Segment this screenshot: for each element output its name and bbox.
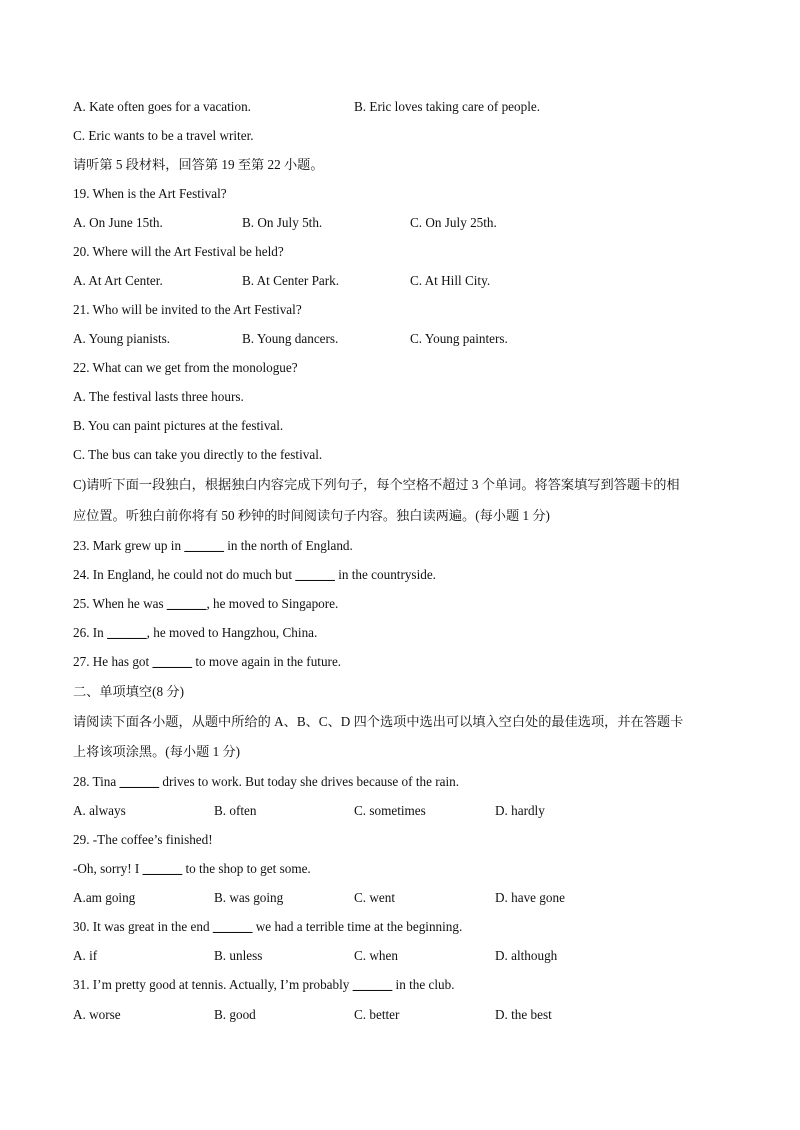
- q28-stem: [73, 774, 459, 790]
- q28-blank: ______: [119, 774, 160, 789]
- q30-option-a: A. if: [73, 948, 98, 963]
- q23-text-after: in the north of England.: [223, 538, 353, 553]
- q23-text-before: 23. Mark grew up in: [73, 538, 185, 553]
- q20-option-b: B. At Center Park.: [242, 273, 340, 288]
- q26-blank: ______: [107, 625, 147, 640]
- q25-text-before: 25. When he was: [73, 596, 167, 611]
- q28-text-before: 28. Tina: [73, 774, 120, 789]
- q28-option-c: C. sometimes: [354, 803, 426, 818]
- q30-text-after: we had a terrible time at the beginning.: [252, 919, 463, 934]
- q30-option-b: B. unless: [214, 948, 263, 963]
- fill-question-25: [73, 596, 338, 612]
- q27-blank: ______: [152, 654, 193, 669]
- q19-stem: 19. When is the Art Festival?: [73, 186, 227, 201]
- q31-option-d: D. the best: [495, 1007, 552, 1022]
- section2-instruction-line2: 上将该项涂黑。(每小题 1 分): [73, 744, 241, 759]
- q31-text-after: in the club.: [392, 977, 455, 992]
- q28-option-d: D. hardly: [495, 803, 545, 818]
- q23-blank: ______: [184, 538, 224, 553]
- q30-option-c: C. when: [354, 948, 398, 963]
- q31-text-before: 31. I’m pretty good at tennis. Actually, I’m probably: [73, 977, 353, 992]
- q30-option-d: D. although: [495, 948, 558, 963]
- q29-option-a: A.am going: [73, 890, 136, 905]
- q25-text-after: , he moved to Singapore.: [206, 596, 339, 611]
- q19-option-c: C. On July 25th.: [410, 215, 497, 230]
- q18-option-b: B. Eric loves taking care of people.: [354, 99, 541, 114]
- q29-stem: [73, 861, 311, 877]
- q27-text-before: 27. He has got: [73, 654, 153, 669]
- partc-instruction-line2: 应位置。听独白前你将有 50 秒钟的时间阅读句子内容。独白读两遍。(每小题 1 分): [73, 508, 550, 523]
- q30-stem: [73, 919, 462, 935]
- q26-text-after: , he moved to Hangzhou, China.: [146, 625, 318, 640]
- q29-blank: ______: [142, 861, 183, 876]
- q30-text-before: 30. It was great in the end: [73, 919, 213, 934]
- q31-option-a: A. worse: [73, 1007, 121, 1022]
- q20-stem: 20. Where will the Art Festival be held?: [73, 244, 284, 259]
- q20-option-a: A. At Art Center.: [73, 273, 163, 288]
- q31-option-c: C. better: [354, 1007, 400, 1022]
- fill-question-26: [73, 625, 317, 641]
- q31-option-b: B. good: [214, 1007, 256, 1022]
- q28-option-b: B. often: [214, 803, 257, 818]
- fill-question-24: [73, 567, 436, 583]
- q21-option-a: A. Young pianists.: [73, 331, 171, 346]
- q18-option-c: C. Eric wants to be a travel writer.: [73, 128, 254, 143]
- q19-option-b: B. On July 5th.: [242, 215, 323, 230]
- q31-blank: ______: [352, 977, 393, 992]
- q24-text-after: in the countryside.: [334, 567, 436, 582]
- q29-option-c: C. went: [354, 890, 396, 905]
- q31-stem: [73, 977, 455, 993]
- q28-text-after: drives to work. But today she drives because of the rain.: [159, 774, 460, 789]
- q24-text-before: 24. In England, he could not do much but: [73, 567, 296, 582]
- q22-stem: 22. What can we get from the monologue?: [73, 360, 298, 375]
- partc-instruction-line1: C)请听下面一段独白，根据独白内容完成下列句子，每个空格不超过 3 个单词。将答案填写到答题卡的相: [73, 477, 680, 492]
- section2-instruction-line1: 请阅读下面各小题，从题中所给的 A、B、C、D 四个选项中选出可以填入空白处的最佳选项，并在答题卡: [73, 714, 684, 729]
- q22-option-c: C. The bus can take you directly to the festival.: [73, 447, 323, 462]
- section5-instruction: 请听第 5 段材料，回答第 19 至第 22 小题。: [73, 157, 324, 172]
- fill-question-27: [73, 654, 341, 670]
- q20-option-c: C. At Hill City.: [410, 273, 491, 288]
- q29-text-before: -Oh, sorry! I: [73, 861, 143, 876]
- q26-text-before: 26. In: [73, 625, 108, 640]
- q19-option-a: A. On June 15th.: [73, 215, 163, 230]
- q25-blank: ______: [166, 596, 207, 611]
- q27-text-after: to move again in the future.: [192, 654, 342, 669]
- q21-stem: 21. Who will be invited to the Art Festival?: [73, 302, 302, 317]
- q30-blank: ______: [212, 919, 253, 934]
- fill-question-23: [73, 538, 353, 554]
- q28-option-a: A. always: [73, 803, 126, 818]
- q29-option-b: B. was going: [214, 890, 284, 905]
- q22-option-a: A. The festival lasts three hours.: [73, 389, 244, 404]
- q18-option-a: A. Kate often goes for a vacation.: [73, 99, 251, 114]
- q21-option-c: C. Young painters.: [410, 331, 508, 346]
- q29-line1: 29. -The coffee’s finished!: [73, 832, 213, 847]
- q29-option-d: D. have gone: [495, 890, 565, 905]
- q29-text-after: to the shop to get some.: [182, 861, 311, 876]
- section2-title: 二、单项填空(8 分): [73, 684, 184, 699]
- q22-option-b: B. You can paint pictures at the festival.: [73, 418, 284, 433]
- q21-option-b: B. Young dancers.: [242, 331, 339, 346]
- q24-blank: ______: [295, 567, 335, 582]
